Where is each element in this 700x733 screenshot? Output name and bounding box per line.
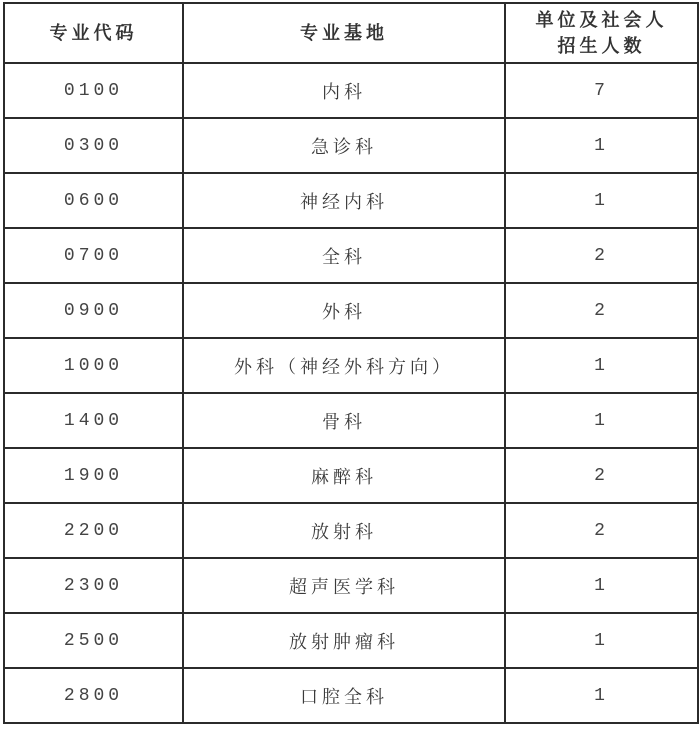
cell-count: 1 <box>505 173 698 228</box>
table-row <box>4 283 698 338</box>
cell-base: 外科（神经外科方向） <box>183 338 505 393</box>
table-row <box>4 338 698 393</box>
cell-base: 外科 <box>183 283 505 338</box>
cell-code: 0300 <box>4 118 183 173</box>
cell-count: 1 <box>505 338 698 393</box>
cell-code: 0100 <box>4 63 183 118</box>
table-row <box>4 118 698 173</box>
cell-base: 神经内科 <box>183 173 505 228</box>
cell-count: 2 <box>505 503 698 558</box>
cell-code: 2500 <box>4 613 183 668</box>
cell-code: 2300 <box>4 558 183 613</box>
cell-count: 1 <box>505 393 698 448</box>
table-header <box>4 3 698 63</box>
enrollment-table <box>3 2 699 724</box>
cell-base: 骨科 <box>183 393 505 448</box>
cell-base: 麻醉科 <box>183 448 505 503</box>
table-row <box>4 613 698 668</box>
header-enrollment-count <box>505 3 698 63</box>
cell-code: 0600 <box>4 173 183 228</box>
table-row <box>4 448 698 503</box>
cell-count: 1 <box>505 118 698 173</box>
table-row <box>4 228 698 283</box>
cell-base: 内科 <box>183 63 505 118</box>
table-row <box>4 63 698 118</box>
cell-base: 超声医学科 <box>183 558 505 613</box>
cell-code: 2200 <box>4 503 183 558</box>
table-row <box>4 668 698 723</box>
table-body <box>4 63 698 723</box>
header-row <box>4 3 698 63</box>
cell-base: 放射肿瘤科 <box>183 613 505 668</box>
table-row <box>4 173 698 228</box>
cell-base: 急诊科 <box>183 118 505 173</box>
table-row <box>4 393 698 448</box>
cell-count: 1 <box>505 668 698 723</box>
cell-count: 1 <box>505 558 698 613</box>
cell-base: 口腔全科 <box>183 668 505 723</box>
header-specialty-base: 专业基地 <box>183 3 505 63</box>
cell-code: 1400 <box>4 393 183 448</box>
cell-count: 2 <box>505 283 698 338</box>
cell-code: 0900 <box>4 283 183 338</box>
cell-code: 2800 <box>4 668 183 723</box>
cell-base: 放射科 <box>183 503 505 558</box>
header-enrollment-count-line1: 单位及社会人 <box>535 9 668 30</box>
cell-code: 1000 <box>4 338 183 393</box>
table-row <box>4 558 698 613</box>
cell-count: 7 <box>505 63 698 118</box>
cell-count: 2 <box>505 448 698 503</box>
cell-count: 1 <box>505 613 698 668</box>
table-row <box>4 503 698 558</box>
cell-code: 1900 <box>4 448 183 503</box>
cell-count: 2 <box>505 228 698 283</box>
cell-base: 全科 <box>183 228 505 283</box>
header-enrollment-count-line2: 招生人数 <box>557 36 646 56</box>
cell-code: 0700 <box>4 228 183 283</box>
header-specialty-code: 专业代码 <box>4 3 183 63</box>
